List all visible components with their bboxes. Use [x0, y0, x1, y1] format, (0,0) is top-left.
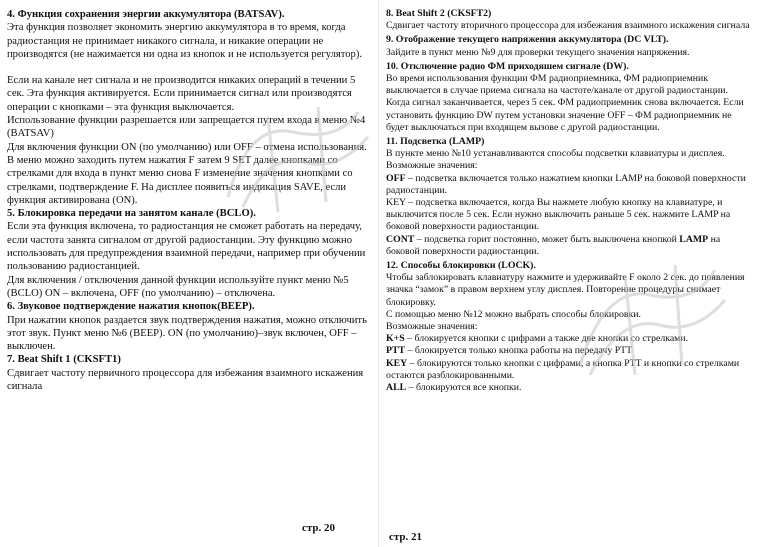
lamp-cont-key: CONT [386, 233, 415, 245]
text-bclo-1: Если эта функция включена, то радиостанция не сможет работать на передачу, если частота занята сигналом от другой радиостанции. Эту функцию можно использовать для предупреждения взаимной передачи, например при обучении пользованию радиостанцией. [7, 221, 366, 273]
lock-all-key: ALL [386, 382, 407, 394]
text-cksft1: Сдвигает частоту первичного процессора для избежания взаимного искажения сигнала [7, 367, 364, 393]
text-dcvlt: Зайдите в пункт меню №9 для проверки текущего значения напряжения. [386, 46, 690, 58]
text-cksft2: Сдвигает частоту вторичного процессора для избежания взаимного искажения сигнала [386, 20, 750, 32]
text-lock-2: С помощью меню №12 можно выбрать способы блокировки. [386, 308, 641, 320]
text-lamp-4: KEY – подсветка включается, когда Вы нажмете любую кнопку на клавиатуре, и выключится после 5 сек. Если нужно выключить раньше 5 сек. нажмите LAMP на боковой поверхности радиостанции. [386, 197, 731, 233]
text-dw: Во время использования функции ФМ радиоприемника, ФМ радиоприемник выключается в случае приема сигнала на частоте/канале от другой радиостанции. Когда сигнал заканчивается, через 5 сек. ФМ радиоприемник снова включается. Если установить функцию DW путем установки значение OFF – ФМ радиоприемник не будет выключаться при входящем вызове с другой радиостанции. [386, 73, 744, 133]
heading-lamp: 11. Подсветка (LAMP) [386, 136, 485, 148]
lock-key-desc: – блокируются только кнопки с цифрами, а кнопка PTT и кнопки со стрелками остаются разблокированными. [386, 357, 740, 381]
lock-ptt-desc: – блокируется только кнопка работы на передачу PTT [405, 345, 633, 357]
text-lock-4 [386, 333, 752, 345]
text-lamp-3 [386, 173, 752, 197]
text-lock-6 [386, 358, 752, 382]
lock-ks-desc: – блокируется кнопки с цифрами а также две кнопки со стрелками. [404, 333, 689, 345]
lock-ks-key: K+S [386, 333, 405, 345]
text-lamp-1: В пункте меню №10 устанавливаются способы подсветки клавиатуры и дисплея. [386, 148, 725, 160]
lock-key-key: KEY [386, 357, 408, 369]
lamp-cont-end: на боковой поверхности радиостанции. [386, 233, 721, 257]
page-divider [378, 0, 379, 547]
text-batsav-4: Для включения функции ON (по умолчанию) или OFF – отмена использования. [7, 141, 367, 153]
text-lock-7 [386, 382, 752, 394]
lock-ptt-key: PTT [386, 345, 406, 357]
text-lock-5 [386, 345, 752, 357]
text-lock-1: Чтобы заблокировать клавиатуру нажмите и удерживайте F около 2 сек. до появления значка “замок” в правом верхнем углу дисплея. Повторение процедуры снимает блокировку. [386, 272, 745, 308]
heading-cksft2: 8. Beat Shift 2 (CKSFT2) [386, 8, 492, 19]
text-lamp-2: Возможные значения: [386, 160, 478, 172]
text-bclo-2: Для включения / отключения данной функции используйте пункт меню №5 (BCLO) ON – включена, OFF (по умолчанию) – отключена. [7, 274, 349, 299]
text-beep-1: При нажатии кнопок раздается звук подтверждения нажатия, можно отключить этот звук. Пункт меню №6 (BEEP). ON (по умолчанию)–звук включен, OFF – выключен. [7, 314, 367, 353]
page-number-left: стр. 20 [302, 522, 336, 534]
spacer [7, 61, 371, 74]
lamp-lamp-key: LAMP [679, 233, 709, 245]
heading-bclo: 5. Блокировка передачи на занятом канале (BCLO). [7, 208, 256, 220]
heading-lock: 12. Способы блокировки (LOCK). [386, 260, 536, 272]
heading-beep: 6. Звуковое подтверждение нажатия кнопок(BEEP). [7, 301, 255, 313]
text-batsav-2: Если на канале нет сигнала и не производится никаких операций в течении 5 сек. Эта функция активируется. Если принимается сигнал или производятся операции с кнопками – эта функция выключается. [7, 75, 356, 113]
page-right [386, 8, 752, 547]
text-batsav-3: Использование функции разрешается или запрещается путем входа в меню №4 (BATSAV) [7, 115, 366, 140]
text-lock-3: Возможные значения: [386, 321, 478, 333]
heading-cksft1: 7. Beat Shift 1 (CKSFT1) [7, 354, 121, 366]
page-number-right: стр. 21 [389, 531, 423, 543]
lamp-off-desc: – подсветка включается только нажатием кнопки LAMP на боковой поверхности радиостанции. [386, 172, 746, 196]
lamp-cont-desc: – подсветка горит постоянно, может быть выключена кнопкой [414, 233, 680, 245]
heading-dcvlt: 9. Отображение текущего напряжения аккумулятора (DC VLT). [386, 34, 669, 46]
heading-dw: 10. Отключение радио ФМ приходяшем сигнале (DW). [386, 60, 629, 72]
lamp-off-key: OFF [386, 172, 406, 184]
text-batsav-5: В меню можно заходить путем нажатия F затем 9 SET далее кнопками со стрелками для входа в пункт меню снова F изменение значения кнопками со стрелками, подтверждение F. На дисплее появиться индикация SAVE, если функция активирована (ON). [7, 154, 353, 206]
text-lamp-5 [386, 234, 752, 258]
lock-all-desc: – блокируются все кнопки. [406, 382, 522, 394]
heading-batsav: 4. Функция сохранения энергии аккумулятора (BATSAV). [7, 9, 285, 20]
page-left [7, 8, 371, 547]
text-batsav-1: Эта функция позволяет экономить энергию аккумулятора в то время, когда радиостанция не принимает никакого сигнала, и никакие операции не производятся (не нажимается ни одна из кнопок и не используется регулятор). [7, 22, 363, 60]
